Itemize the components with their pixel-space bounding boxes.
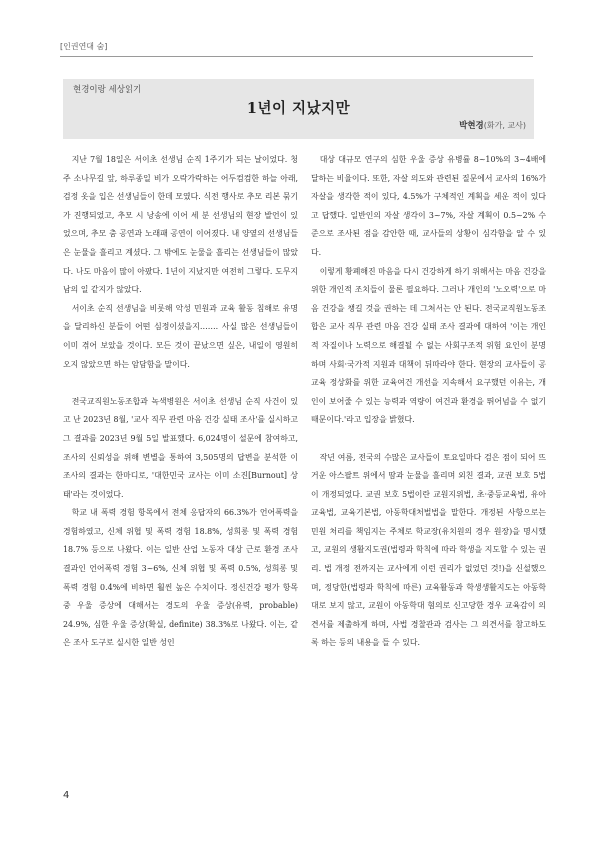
author-name: 박현경 (459, 121, 484, 131)
paragraph: 서이초 순직 선생님을 비롯해 악성 민원과 교육 활동 침해로 유명을 달리하신 분들이 어떤 심정이셨을지……. 사실 많은 선생님들이 이미 겪어 보았을 것이다. 모든 것이 끝났으면 싶은, 내일이 영원히 오지 않았으면 하는 암담함을 말이다. (63, 303, 298, 369)
byline (459, 119, 526, 131)
running-head: [인권연대 숨] (60, 42, 108, 51)
paragraph: 전국교직원노동조합과 녹색병원은 서이초 선생님 순직 사건이 있고 난 2023년 8월, '교사 직무 관련 마음 건강 실태 조사'를 실시하고 그 결과를 2023년 9월 5일 발표했다. 6,024명이 설문에 참여하고, 조사의 신뢰성을 위해 변별을 통하여 3,505명의 답변을 분석한 이 조사의 결과는 한마디로, '대한민국 교사는 이미 소진[Burnout] 상태'라는 것이었다. (63, 396, 298, 499)
paragraph: 대상 대규모 연구의 심한 우울 증상 유병률 8~10%의 3~4배에 달하는 비율이다. 또한, 자살 의도와 관련된 질문에서 교사의 16%가 자살을 생각한 적이 있다, 4.5%가 구체적인 계획을 세운 적이 있다고 답했다. 일반인의 자살 생각이 3~7%, 자살 계획이 0.5~2% 수준으로 조사된 점을 감안한 때, 교사들의 상황이 심각함을 알 수 있다. (311, 155, 546, 257)
author-role: (화가, 교사) (483, 121, 526, 130)
header-divider (60, 56, 533, 57)
page-number: 4 (63, 790, 70, 801)
title-banner (63, 79, 534, 139)
article-title: 1년이 지났지만 (246, 100, 351, 117)
left-column (63, 151, 298, 653)
paragraph: 작년 여름, 전국의 수많은 교사들이 토요일마다 검은 점이 되어 뜨거운 아스팔트 위에서 땀과 눈물을 흘리며 외친 결과, 교권 보호 5법이 개정되었다. 교권 보호 5법이란 교원지위법, 초·중등교육법, 유아교육법, 교육기본법, 아동학대처벌법을 말한다. 개정된 사항으로는 민원 처리를 책임지는 주체로 학교장(유치원의 경우 원장)을 명시했고, 교원의 생활지도권(법령과 학칙에 따라 학생을 지도할 수 있는 권리. 법 개정 전까지는 교사에게 이런 권리가 없었던 것!)을 신설했으며, 정당한(법령과 학칙에 따른) 교육활동과 학생생활지도는 아동학대로 보지 않고, 교원이 아동학대 혐의로 신고당한 경우 교육감이 의견서를 제출하게 하며, 사법 경찰관과 검사는 그 의견서를 참고하도록 하는 등의 내용을 들 수 있다. (311, 452, 546, 648)
paragraph: 학교 내 폭력 경험 항목에서 전체 응답자의 66.3%가 언어폭력을 경험하였고, 신체 위협 및 폭력 경험 18.8%, 성희롱 및 폭력 경험 18.7% 등으로 나왔다. 이는 일반 산업 노동자 대상 근로 환경 조사 결과인 언어폭력 경험 3~6%, 신체 위협 및 폭력 0.5%, 성희롱 및 폭력 경험 0.4%에 비하면 훨씬 높은 수치이다. 정신건강 평가 항목 중 우울 증상에 대해서는 경도의 우울 증상(유력, probable) 24.9%, 심한 우울 증상(확실, definite) 38.3%로 나왔다. 이는, 같은 조사 도구로 실시한 일반 성인 (63, 508, 298, 648)
column-name: 현경이랑 세상읽기 (73, 85, 142, 95)
paragraph: 지난 7월 18일은 서이초 선생님 순직 1주기가 되는 날이었다. 청주 소나무길 앞, 하루종일 비가 오락가락하는 어두컴컴한 하늘 아래, 검정 옷을 입은 선생님들이 한데 모였다. 식전 행사로 추모 리본 묶기가 진행되었고, 추모 시 낭송에 이어 세 분 선생님의 현장 발언이 있었으며, 추모 춤 공연과 노래패 공연이 이어졌다. 내 양옆의 선생님들은 눈물을 흘리고 계셨다. 그 밖에도 눈물을 흘리는 선생님들이 많았다. 나도 마음이 많이 아팠다. 1년이 지났지만 여전히 그렇다. 도무지 남의 일 같지가 않았다. (63, 155, 298, 295)
paragraph: 이렇게 황폐해진 마음을 다시 건강하게 하기 위해서는 마음 건강을 위한 개인적 조치들이 물론 필요하다. 그러나 개인의 '노오력'으로 마음 건강을 챙길 것을 권하는 데 그쳐서는 안 된다. 전국교직원노동조합은 교사 직무 관련 마음 건강 실태 조사 결과에 대하여 '이는 개인적 자질이나 노력으로 해결될 수 없는 사회구조적 위험 요인이 분명하며 사회·국가적 지원과 대책이 뒤따라야 한다. 현장의 교사들이 공교육 정상화를 위한 교육여건 개선을 지속해서 요구했던 이유는, 개인이 보어줄 수 있는 능력과 역량이 여건과 환경을 뛰어넘을 수 없기 때문이다.'라고 입장을 밝혔다. (311, 266, 546, 425)
right-column (311, 151, 546, 653)
